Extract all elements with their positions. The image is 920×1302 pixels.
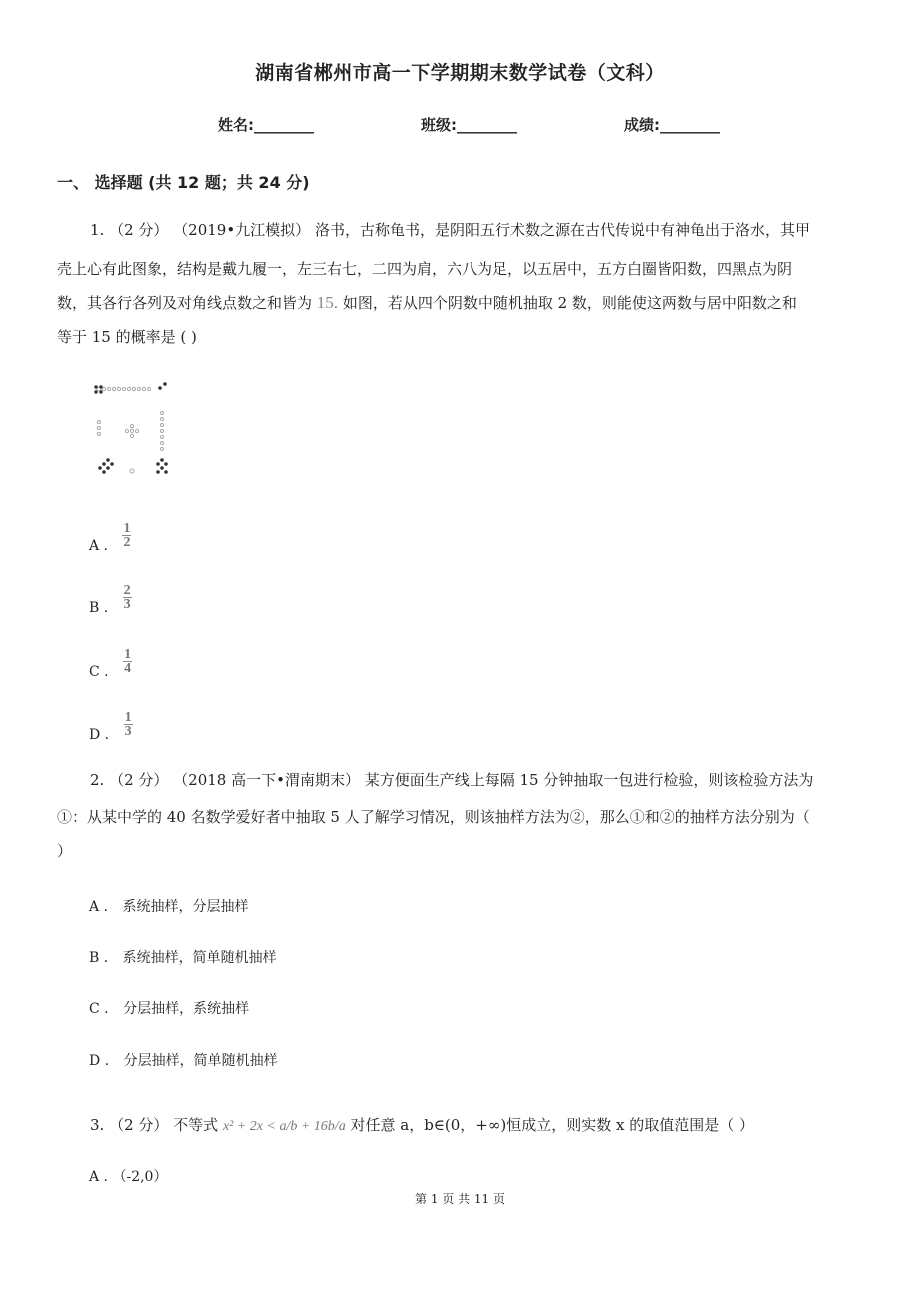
q2-option-c[interactable] xyxy=(89,998,249,1018)
q1-line3 xyxy=(57,286,797,320)
page-footer: 第 1 页 共 11 页 xyxy=(415,1192,505,1206)
q1-line4: 等于 15 的概率是 ( ) xyxy=(57,328,197,346)
option-label: D . xyxy=(89,1053,110,1069)
q1-option-a[interactable] xyxy=(89,521,131,554)
q1-line2: 壳上心有此图象，结构是戴九履一，左三右七，二四为肩，六八为足，以五居中，五方白圈皆阳数，四黑点为阴 xyxy=(57,260,793,278)
option-text: 系统抽样，简单随机抽样 xyxy=(122,950,277,966)
q1-option-b[interactable] xyxy=(89,583,132,616)
option-label: D . xyxy=(89,726,110,743)
option-fraction: $\frac{1}{2}$ xyxy=(123,521,131,550)
score-field: 成绩:________ xyxy=(624,116,720,134)
option-label: C . xyxy=(89,1001,109,1017)
q3-option-a[interactable]: A . （-2,0） xyxy=(89,1169,168,1185)
option-fraction: $\frac{1}{3}$ xyxy=(124,710,132,739)
option-label: B . xyxy=(89,950,109,966)
q2-line2: ①：从某中学的 40 名数学爱好者中抽取 5 人了解学习情况，则该抽样方法为②，那么①和②的抽样方法分别为（ xyxy=(57,808,810,826)
option-label: A . xyxy=(89,899,109,915)
luoshu-figure xyxy=(92,380,172,482)
q2-line3: ） xyxy=(57,842,73,860)
q1-option-c[interactable] xyxy=(89,647,132,680)
q1-option-d[interactable] xyxy=(89,710,133,743)
q1-line1: 1. （2 分） （2019•九江模拟） 洛书，古称龟书，是阴阳五行术数之源在古代传说中有神龟出于洛水，其甲 xyxy=(90,221,810,239)
name-field: 姓名:________ xyxy=(218,116,314,134)
page-title: 湖南省郴州市高一下学期期末数学试卷（文科） xyxy=(255,62,665,84)
option-label: C . xyxy=(89,663,109,680)
section-heading: 一、 选择题 (共 12 题；共 24 分) xyxy=(57,173,310,192)
option-fraction: $\frac{2}{3}$ xyxy=(123,583,131,612)
option-label: A . xyxy=(89,537,109,554)
class-field: 班级:________ xyxy=(421,116,517,134)
q3-line1 xyxy=(90,1108,754,1144)
q3-prefix: 3. （2 分） 不等式 xyxy=(90,1116,219,1134)
option-label: B . xyxy=(89,599,109,616)
q3-suffix: 对任意 a，b∈(0，+∞)恒成立，则实数 x 的取值范围是（ ） xyxy=(350,1116,754,1134)
q1-number-15: 15. xyxy=(316,293,339,312)
q2-option-a[interactable] xyxy=(89,896,248,916)
option-text: 分层抽样，简单随机抽样 xyxy=(123,1053,278,1069)
q1-line3b: 如图，若从四个阴数中随机抽取 2 数，则能使这两数与居中阳数之和 xyxy=(342,294,797,312)
q2-option-d[interactable] xyxy=(89,1050,278,1070)
q2-option-b[interactable] xyxy=(89,947,277,967)
option-text: 系统抽样，分层抽样 xyxy=(122,899,249,915)
option-fraction: $\frac{1}{4}$ xyxy=(124,647,132,676)
option-text: 分层抽样，系统抽样 xyxy=(123,1001,250,1017)
q3-inequality: x² + 2x < a/b + 16b/a xyxy=(222,1119,346,1134)
q1-line3a: 数，其各行各列及对角线点数之和皆为 xyxy=(57,294,313,312)
q2-line1: 2. （2 分） （2018 高一下•渭南期末） 某方便面生产线上每隔 15 分钟抽取一包进行检验，则该检验方法为 xyxy=(90,771,814,789)
